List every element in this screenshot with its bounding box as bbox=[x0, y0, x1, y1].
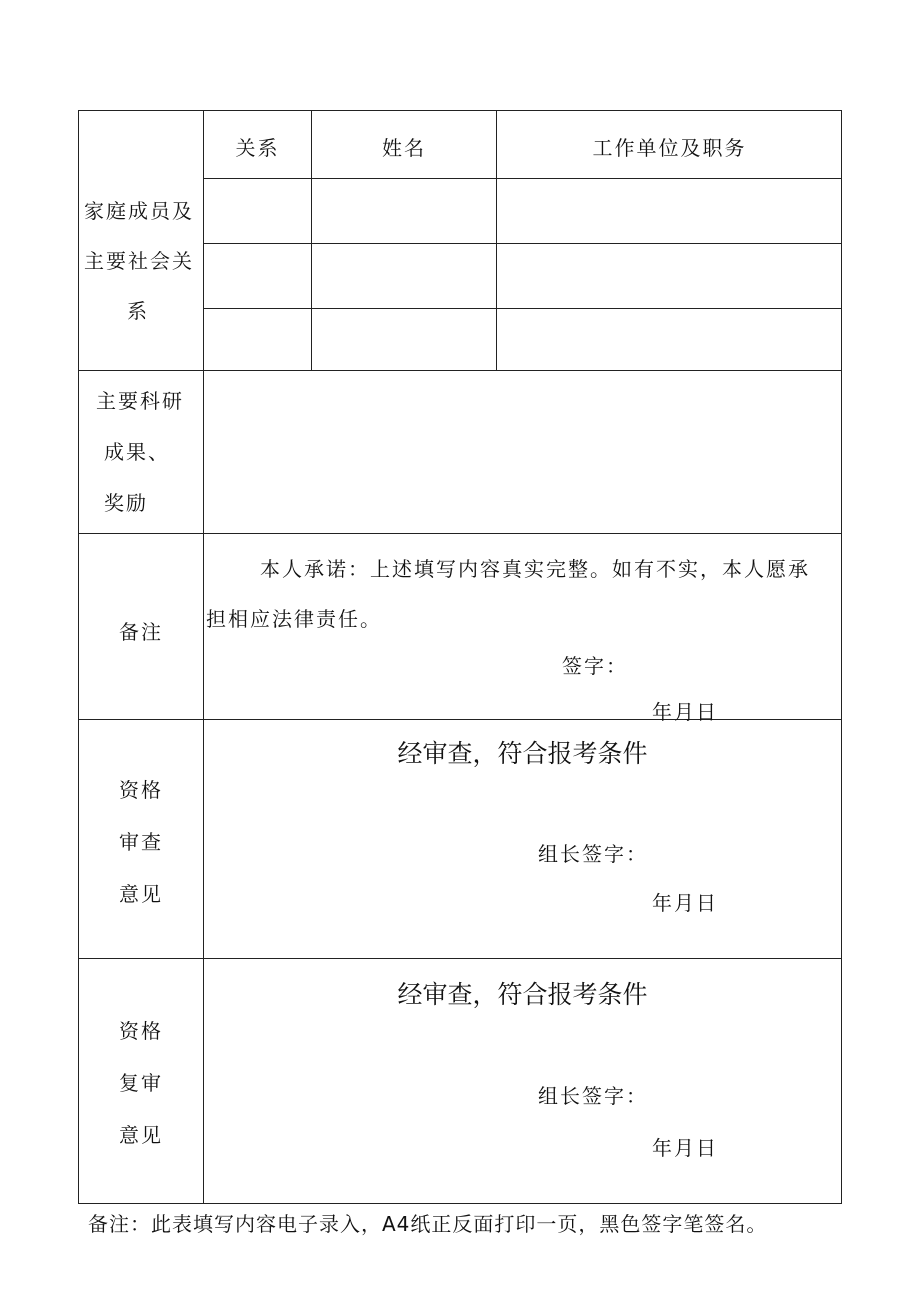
label-line: 主要科研 bbox=[96, 389, 184, 413]
signature-label: 签字： bbox=[562, 654, 628, 678]
label-line: 家庭成员及 bbox=[84, 199, 194, 223]
row-2-work-cell[interactable] bbox=[497, 244, 841, 308]
label-line: 意见 bbox=[119, 1123, 163, 1147]
row-1-name-cell[interactable] bbox=[312, 179, 496, 243]
review-opinion: 经审查，符合报考条件 bbox=[397, 739, 648, 768]
label-line: 成果、 bbox=[104, 440, 170, 464]
header-name: 姓名 bbox=[382, 136, 426, 160]
label-line: 主要社会关 bbox=[84, 249, 194, 273]
row-3-work-cell[interactable] bbox=[497, 309, 841, 370]
family-section-label bbox=[84, 186, 200, 336]
row-1-work-cell[interactable] bbox=[497, 179, 841, 243]
review-date-label: 年月日 bbox=[652, 891, 718, 915]
header-work: 工作单位及职务 bbox=[592, 136, 747, 160]
review-label bbox=[79, 764, 203, 920]
divider bbox=[78, 958, 842, 959]
row-2-name-cell[interactable] bbox=[312, 244, 496, 308]
remarks-label: 备注 bbox=[119, 620, 163, 644]
review-signature-label: 组长签字： bbox=[538, 842, 648, 866]
footer-note: 备注：此表填写内容电子录入，A4纸正反面打印一页，黑色签字笔签名。 bbox=[88, 1212, 768, 1236]
row-1-relation-cell[interactable] bbox=[204, 179, 311, 243]
recheck-opinion: 经审查，符合报考条件 bbox=[397, 980, 648, 1009]
divider bbox=[78, 533, 842, 534]
research-content-area[interactable] bbox=[204, 371, 841, 533]
divider bbox=[78, 719, 842, 720]
label-line: 系 bbox=[127, 299, 149, 323]
recheck-label bbox=[79, 1005, 203, 1161]
pledge-line-2: 担相应法律责任。 bbox=[206, 607, 382, 631]
recheck-date-label: 年月日 bbox=[652, 1136, 718, 1160]
recheck-signature-label: 组长签字： bbox=[538, 1084, 648, 1108]
date-label: 年月日 bbox=[652, 700, 718, 724]
label-line: 资格 bbox=[119, 778, 163, 802]
row-2-relation-cell[interactable] bbox=[204, 244, 311, 308]
label-line: 资格 bbox=[119, 1019, 163, 1043]
row-3-name-cell[interactable] bbox=[312, 309, 496, 370]
label-line: 审查 bbox=[119, 830, 163, 854]
header-relation: 关系 bbox=[235, 136, 280, 160]
pledge-line-1: 本人承诺：上述填写内容真实完整。如有不实，本人愿承 bbox=[260, 557, 810, 581]
row-3-relation-cell[interactable] bbox=[204, 309, 311, 370]
research-label bbox=[96, 376, 200, 529]
label-line: 意见 bbox=[119, 882, 163, 906]
label-line: 复审 bbox=[119, 1071, 163, 1095]
label-line: 奖励 bbox=[104, 491, 148, 515]
